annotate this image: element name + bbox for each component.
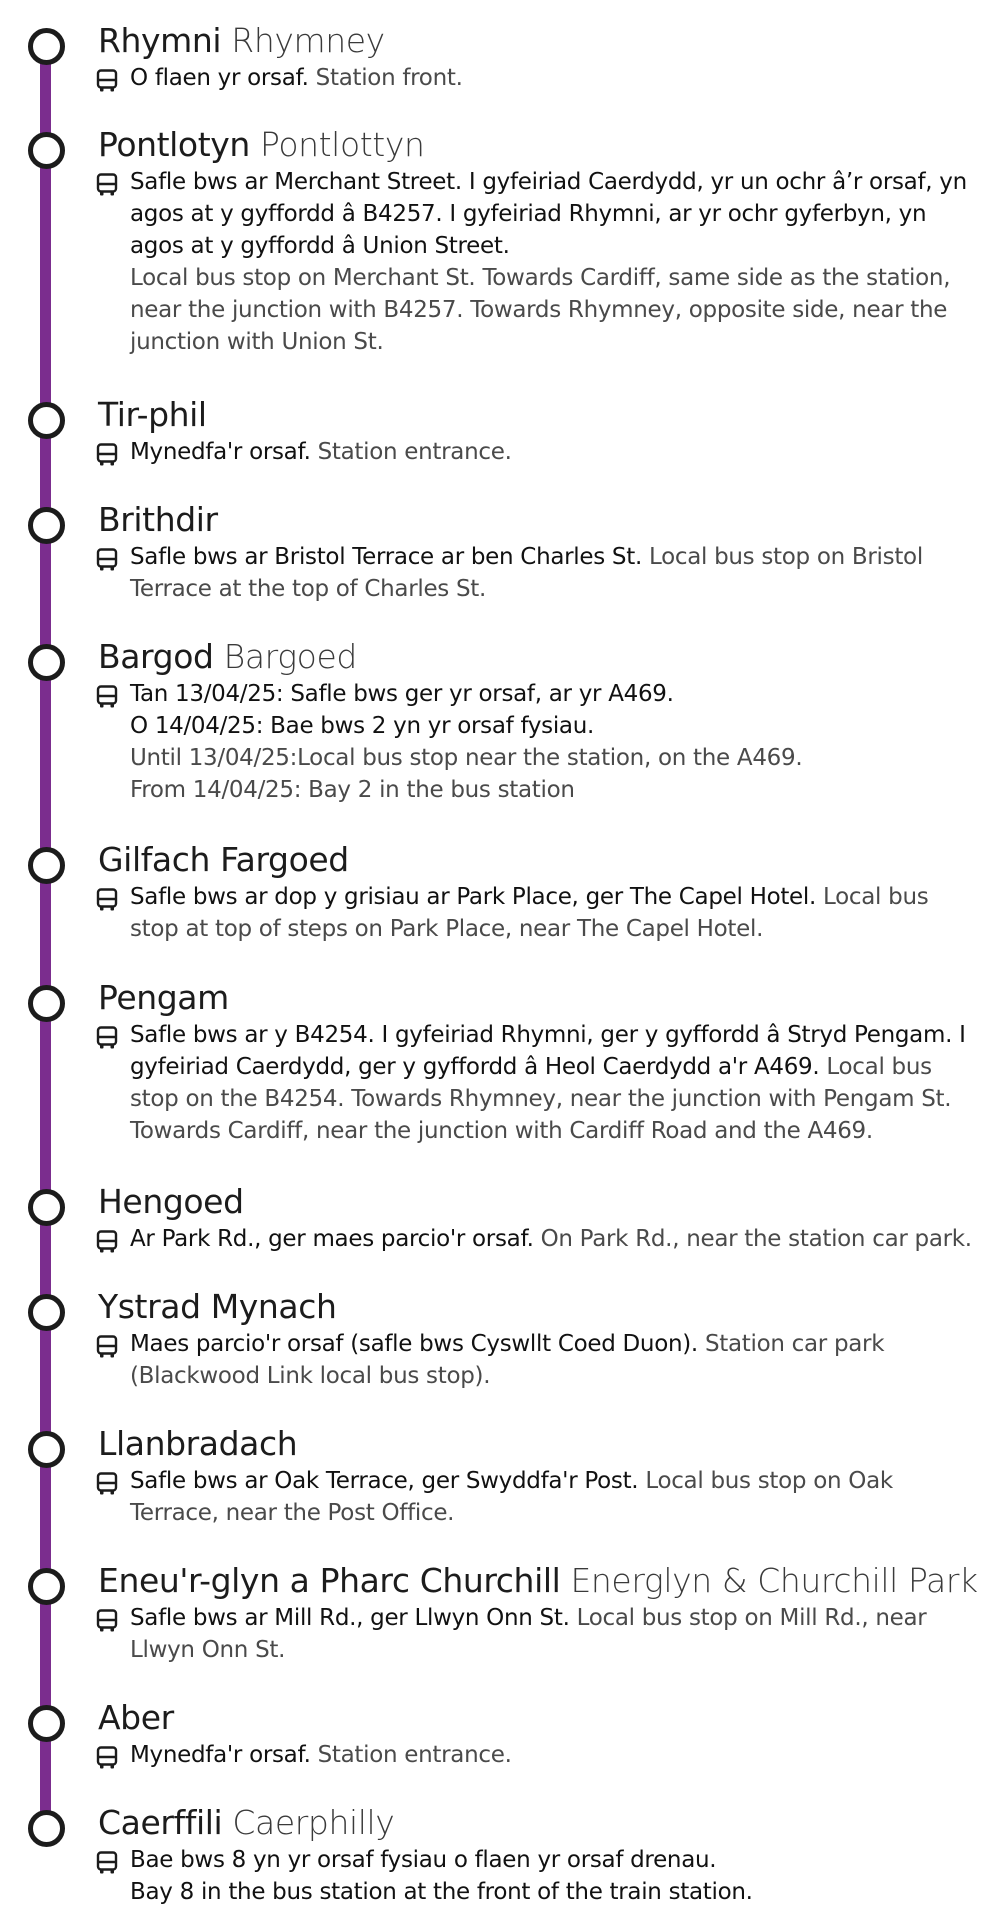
stop-directions [96,881,976,945]
stop-name [98,1697,174,1739]
stop-directions [96,1739,976,1771]
bus-icon [96,173,118,197]
stop-marker [28,1810,65,1847]
stop-name-english: Rhymney [231,21,385,60]
directions-english: Station entrance. [317,439,512,465]
stop-name [98,636,357,678]
route-line [40,42,51,1832]
bus-icon [96,888,118,912]
bus-icon [96,1851,118,1875]
stop-name-welsh: Pengam [98,978,229,1017]
stop-marker [28,1705,65,1742]
stop-name-english: Pontlottyn [260,125,425,164]
stop-name-welsh: Caerffili [98,1803,223,1842]
directions-welsh: Mynedfa'r orsaf. [130,1742,311,1768]
directions-welsh: Safle bws ar Bristol Terrace ar ben Charles St. [130,544,642,570]
stop-directions [96,1602,976,1666]
stop-name-welsh: Aber [98,1698,174,1737]
directions-english: Local bus stop at top of steps on Park Place, near The Capel Hotel. [130,884,929,942]
directions-english: Station entrance. [317,1742,512,1768]
bus-icon [96,1335,118,1359]
bus-icon [96,1026,118,1050]
stop-name-welsh: Brithdir [98,500,218,539]
directions-welsh: O flaen yr orsaf. [130,65,309,91]
bus-icon [96,69,118,93]
stop-name [98,1286,337,1328]
stop-name-english: Energlyn & Churchill Park [570,1561,978,1600]
directions-welsh-line: Tan 13/04/25: Safle bws ger yr orsaf, ar yr A469. [130,681,674,707]
stop-name [98,499,218,541]
stop-name [98,1802,394,1844]
stop-directions [96,1019,976,1147]
directions-welsh: Bae bws 8 yn yr orsaf fysiau o flaen yr orsaf drenau. [130,1847,717,1873]
stop-name-welsh: Gilfach Fargoed [98,840,349,879]
directions-welsh: Mynedfa'r orsaf. [130,439,311,465]
stop-name-welsh: Bargod [98,637,214,676]
directions-english: Local bus stop on Oak Terrace, near the Post Office. [130,1468,893,1526]
stop-name [98,1181,244,1223]
directions-welsh: Ar Park Rd., ger maes parcio'r orsaf. [130,1226,534,1252]
stop-name [98,20,385,62]
stop-name [98,1560,978,1602]
directions-english: Local bus stop on the B4254. Towards Rhymney, near the junction with Pengam St. Towards Cardiff, near the junction with Cardiff Road and the A469. [130,1054,952,1144]
directions-welsh: Safle bws ar dop y grisiau ar Park Place, ger The Capel Hotel. [130,884,817,910]
stop-name [98,394,207,436]
stop-directions [96,541,976,605]
stop-name-welsh: Ystrad Mynach [98,1287,337,1326]
bus-icon [96,1230,118,1254]
directions-english: Station car park (Blackwood Link local bus stop). [130,1331,885,1389]
directions-english: Local bus stop on Mill Rd., near Llwyn Onn St. [130,1605,927,1663]
stop-name-welsh: Hengoed [98,1182,244,1221]
stop-name-welsh: Tir-phil [98,395,207,434]
stop-directions [96,436,976,468]
stop-marker [28,28,65,65]
stop-marker [28,644,65,681]
stop-marker [28,507,65,544]
directions-english: On Park Rd., near the station car park. [540,1226,972,1252]
directions-welsh: Maes parcio'r orsaf (safle bws Cyswllt Coed Duon). [130,1331,698,1357]
stop-name [98,124,424,166]
stop-directions [96,1223,976,1255]
bus-icon [96,685,118,709]
directions-english: Local bus stop on Bristol Terrace at the top of Charles St. [130,544,923,602]
stop-name-welsh: Rhymni [98,21,222,60]
stop-marker [28,1568,65,1605]
stop-name-welsh: Pontlotyn [98,125,250,164]
stop-directions [96,166,976,358]
stop-name-english: Caerphilly [232,1803,395,1842]
directions-english: Bay 8 in the bus station at the front of the train station. [130,1879,753,1905]
directions-welsh: Safle bws ar Mill Rd., ger Llwyn Onn St. [130,1605,570,1631]
bus-icon [96,1746,118,1770]
stop-marker [28,402,65,439]
directions-english-line: From 14/04/25: Bay 2 in the bus station [130,777,575,803]
bus-icon [96,1472,118,1496]
directions-english: Station front. [315,65,463,91]
directions-welsh: Safle bws ar Oak Terrace, ger Swyddfa'r Post. [130,1468,639,1494]
directions-welsh: Safle bws ar Merchant Street. I gyfeiriad Caerdydd, yr un ochr â’r orsaf, yn agos at y gyffordd â B4257. I gyfeiriad Rhymni, ar yr ochr gyferbyn, yn agos at y gyffordd â Union Street. [130,169,967,259]
bus-icon [96,443,118,467]
stop-directions [96,1465,976,1529]
stop-directions [96,62,976,94]
stop-name [98,1423,297,1465]
bus-icon [96,1609,118,1633]
directions-english: Local bus stop on Merchant St. Towards Cardiff, same side as the station, near the junction with B4257. Towards Rhymney, opposite side, near the junction with Union St. [130,265,951,355]
stop-marker [28,132,65,169]
stop-marker [28,985,65,1022]
stop-directions [96,678,976,806]
stop-name [98,839,349,881]
stop-name [98,977,229,1019]
stop-directions [96,1844,976,1908]
stop-marker [28,847,65,884]
stop-marker [28,1431,65,1468]
stop-marker [28,1189,65,1226]
stop-name-english: Bargoed [223,637,357,676]
stop-name-welsh: Llanbradach [98,1424,298,1463]
directions-english-line: Until 13/04/25:Local bus stop near the station, on the A469. [130,745,803,771]
stop-name-welsh: Eneu'r-glyn a Pharc Churchill [98,1561,561,1600]
bus-icon [96,548,118,572]
directions-welsh: Safle bws ar y B4254. I gyfeiriad Rhymni, ger y gyffordd â Stryd Pengam. I gyfeiriad Caerdydd, ger y gyffordd â Heol Caerdydd a'r A469. [130,1022,966,1080]
stop-directions [96,1328,976,1392]
directions-welsh-line: O 14/04/25: Bae bws 2 yn yr orsaf fysiau. [130,713,595,739]
stop-marker [28,1294,65,1331]
